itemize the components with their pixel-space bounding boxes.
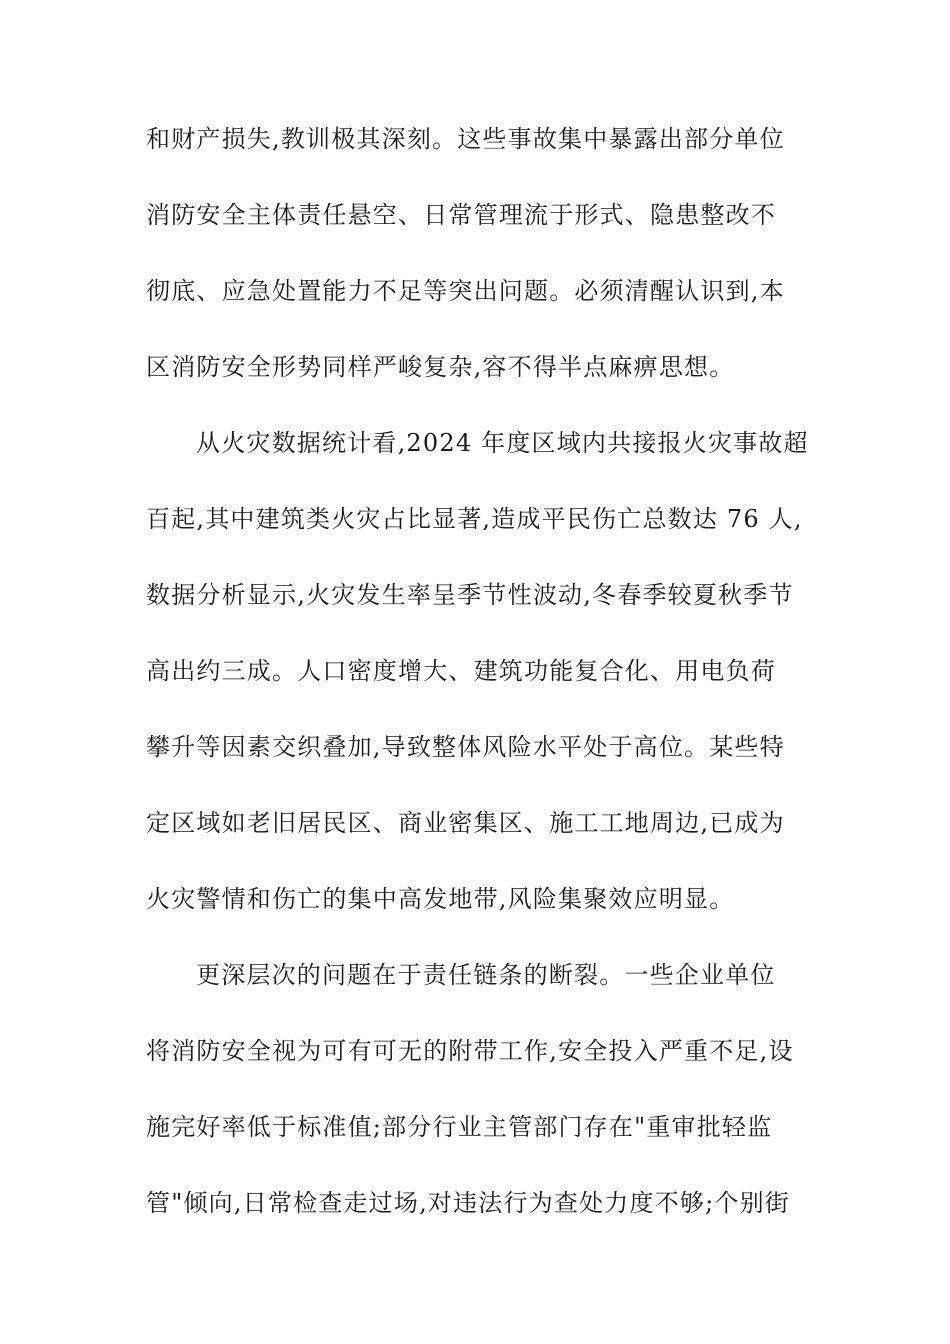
paragraph-2-line-3: 数据分析显示,火灾发生率呈季节性波动,冬春季较夏秋季节 <box>146 581 794 609</box>
paragraph-1-line-2: 消防安全主体责任悬空、日常管理流于形式、隐患整改不 <box>146 201 776 229</box>
paragraph-2-line-1: 从火灾数据统计看,2024 年度区域内共接报火灾事故超 <box>196 429 809 457</box>
paragraph-1-line-4: 区消防安全形势同样严峻复杂,容不得半点麻痹思想。 <box>146 353 735 381</box>
paragraph-2-line-4: 高出约三成。人口密度增大、建筑功能复合化、用电负荷 <box>146 657 776 685</box>
paragraph-3-line-4: 管"倾向,日常检查走过场,对违法行为查处力度不够;个别街 <box>146 1189 790 1217</box>
paragraph-3-line-2: 将消防安全视为可有可无的附带工作,安全投入严重不足,设 <box>146 1037 794 1065</box>
paragraph-1-line-3: 彻底、应急处置能力不足等突出问题。必须清醒认识到,本 <box>146 277 785 305</box>
paragraph-2-line-6: 定区域如老旧居民区、商业密集区、施工工地周边,已成为 <box>146 809 785 837</box>
paragraph-3-line-1: 更深层次的问题在于责任链条的断裂。一些企业单位 <box>196 961 776 989</box>
paragraph-2-line-5: 攀升等因素交织叠加,导致整体风险水平处于高位。某些特 <box>146 733 785 761</box>
paragraph-2-line-2: 百起,其中建筑类火灾占比显著,造成平民伤亡总数达 76 人, <box>146 505 803 533</box>
paragraph-3-line-3: 施完好率低于标准值;部分行业主管部门存在"重审批轻监 <box>146 1113 773 1141</box>
paragraph-2-line-7: 火灾警情和伤亡的集中高发地带,风险集聚效应明显。 <box>146 885 735 913</box>
paragraph-1-line-1: 和财产损失,教训极其深刻。这些事故集中暴露出部分单位 <box>146 125 785 153</box>
